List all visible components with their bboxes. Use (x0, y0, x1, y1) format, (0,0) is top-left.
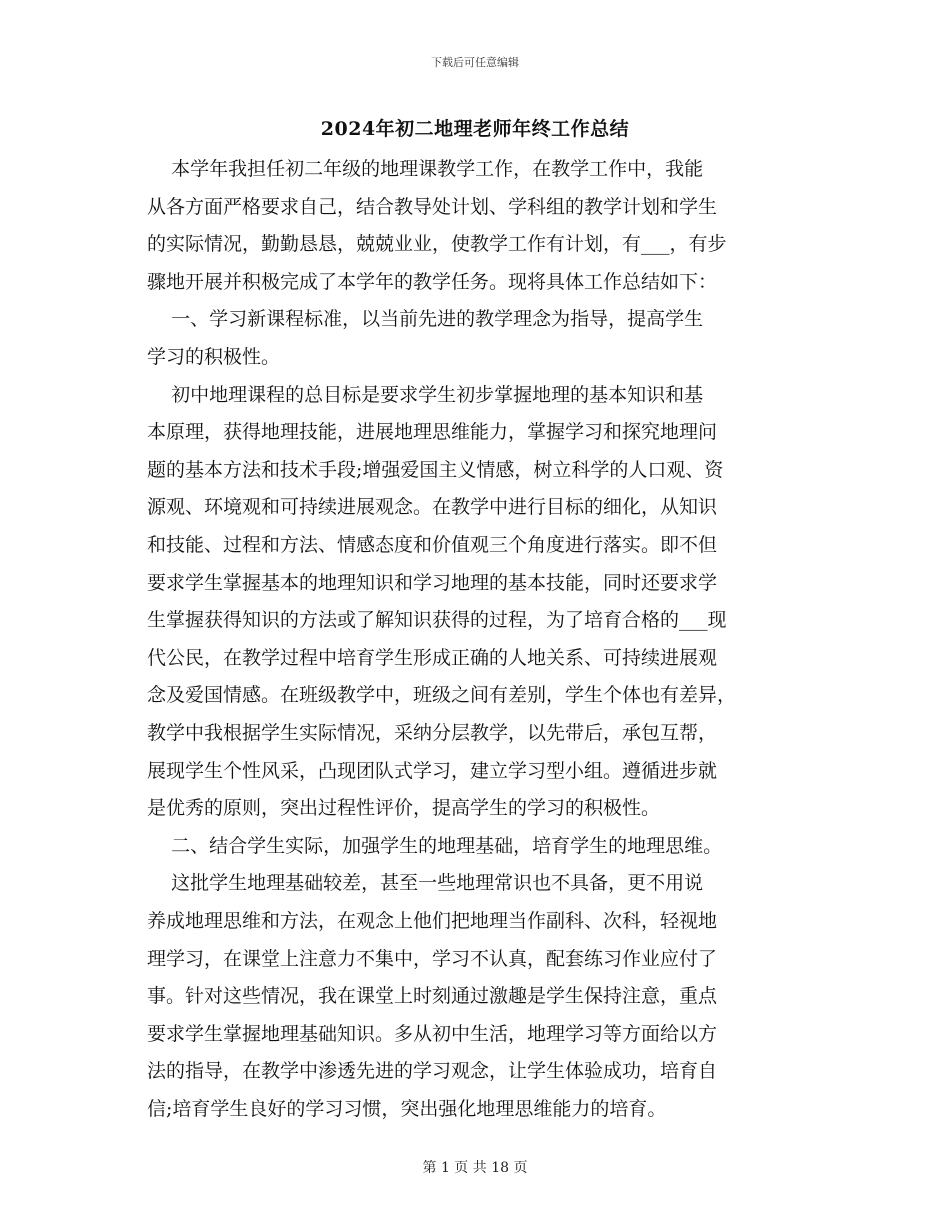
body-text-line: 骤地开展并积极完成了本学年的教学任务。现将具体工作总结如下： (147, 271, 718, 293)
body-text-line: 念及爱国情感。在班级教学中，班级之间有差别，学生个体也有差异， (147, 684, 737, 706)
body-text-line: 二、结合学生实际，加强学生的地理基础，培育学生的地理思维。 (147, 835, 723, 857)
body-text-line: 信;培育学生良好的学习习惯，突出强化地理思维能力的培育。 (147, 1098, 667, 1120)
page-number-footer: 第 1 页 共 18 页 (422, 1160, 528, 1176)
document-title: 2024年初二地理老师年终工作总结 (320, 118, 630, 140)
body-text-line: 事。针对这些情况，我在课堂上时刻通过激趣是学生保持注意，重点 (147, 985, 718, 1007)
body-text-line: 法的指导，在教学中渗透先进的学习观念，让学生体验成功，培育自 (147, 1060, 718, 1082)
body-text-line: 源观、环境观和可持续进展观念。在教学中进行目标的细化，从知识 (147, 496, 718, 518)
body-text-line: 从各方面严格要求自己，结合教导处计划、学科组的教学计划和学生 (147, 196, 718, 218)
body-text-line: 这批学生地理基础较差，甚至一些地理常识也不具备，更不用说 (147, 872, 704, 894)
body-text-line: 学习的积极性。 (147, 346, 281, 368)
body-text-line: 理学习，在课堂上注意力不集中，学习不认真，配套练习作业应付了 (147, 948, 718, 970)
body-text-line: 初中地理课程的总目标是要求学生初步掌握地理的基本知识和基 (147, 384, 704, 406)
body-text-line: 和技能、过程和方法、情感态度和价值观三个角度进行落实。即不但 (147, 534, 718, 556)
body-text-line: 本原理，获得地理技能，进展地理思维能力，掌握学习和探究地理问 (147, 421, 718, 443)
body-text-line: 题的基本方法和技术手段;增强爱国主义情感，树立科学的人口观、资 (147, 459, 724, 481)
body-text-line: 展现学生个性风采，凸现团队式学习，建立学习型小组。遵循进步就 (147, 760, 718, 782)
body-text-line: 代公民，在教学过程中培育学生形成正确的人地关系、可持续进展观 (147, 647, 718, 669)
body-text-line: 本学年我担任初二年级的地理课教学工作，在教学工作中，我能 (147, 158, 704, 180)
body-text-line: 要求学生掌握地理基础知识。多从初中生活，地理学习等方面给以方 (147, 1023, 718, 1045)
body-text-line: 教学中我根据学生实际情况，采纳分层教学，以先带后，承包互帮， (147, 722, 718, 744)
body-text-line: 的实际情况，勤勤恳恳，兢兢业业，使教学工作有计划，有___，有步 (147, 233, 727, 255)
body-text-line: 养成地理思维和方法，在观念上他们把地理当作副科、次科，轻视地 (147, 910, 718, 932)
page-header-note: 下载后可任意编辑 (431, 56, 519, 69)
body-text-line: 一、学习新课程标准，以当前先进的教学理念为指导，提高学生 (147, 308, 704, 330)
body-text-line: 生掌握获得知识的方法或了解知识获得的过程，为了培育合格的___现 (147, 609, 727, 631)
body-text-line: 要求学生掌握基本的地理知识和学习地理的基本技能，同时还要求学 (147, 572, 718, 594)
body-text-line: 是优秀的原则，突出过程性评价，提高学生的学习的积极性。 (147, 797, 661, 819)
